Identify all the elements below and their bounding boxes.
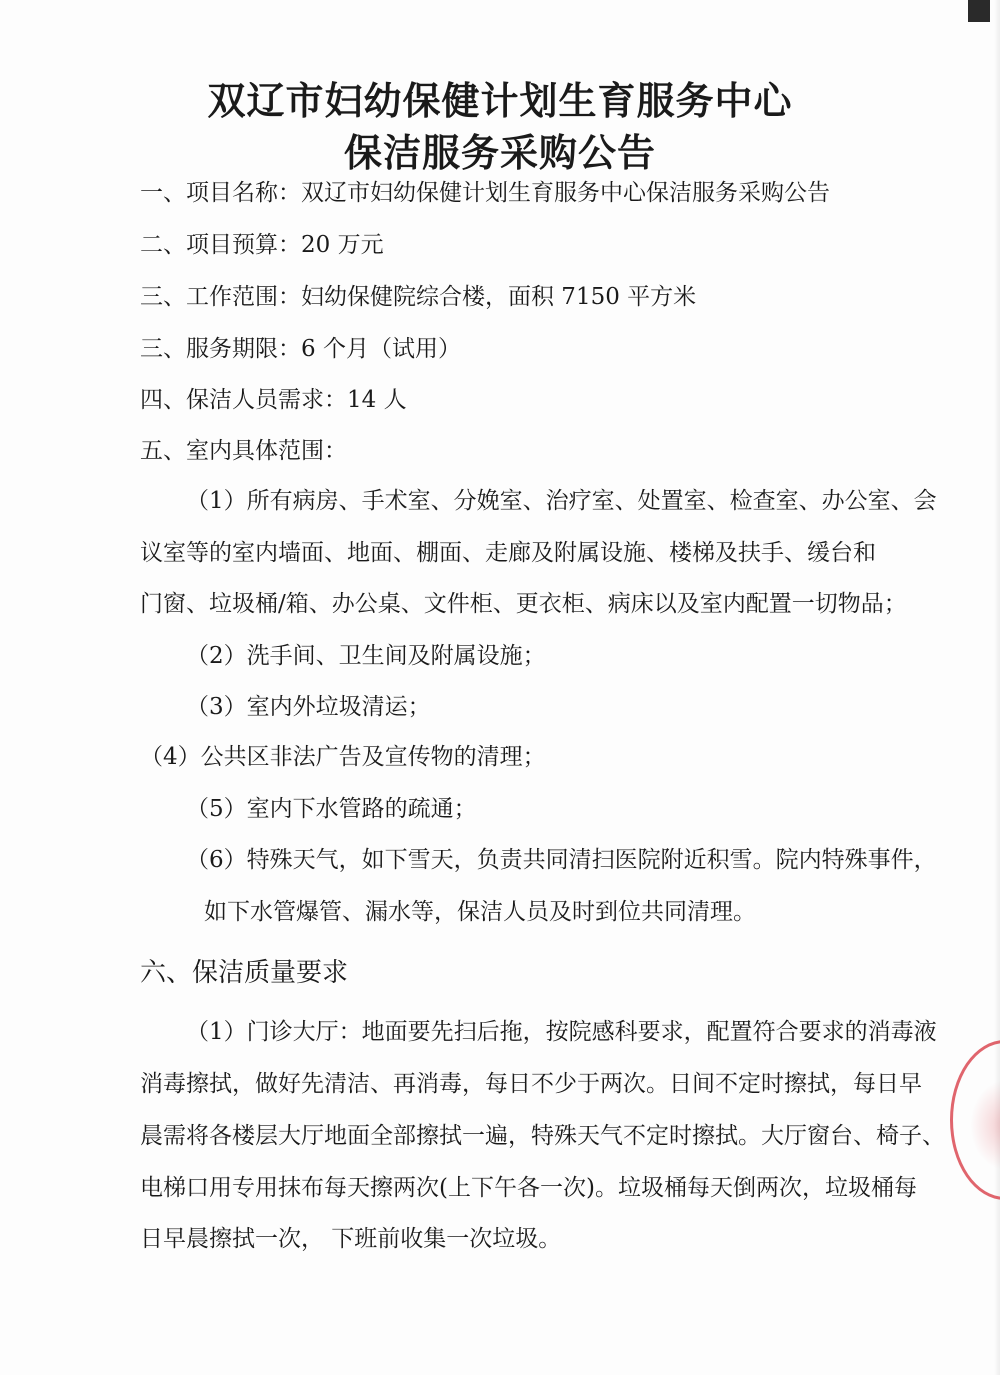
scope-item-4: （4）公共区非法广告及宣传物的清理；	[140, 744, 546, 770]
item-staff-requirement: 四、保洁人员需求：14 人	[140, 387, 407, 413]
item-work-scope: 三、工作范围：妇幼保健院综合楼，面积 7150 平方米	[140, 284, 697, 310]
quality-line-3: 晨需将各楼层大厅地面全部擦拭一遍，特殊天气不定时擦拭。大厅窗台、椅子、	[140, 1123, 945, 1149]
scope-item-6-line-1: （6）特殊天气，如下雪天，负责共同清扫医院附近积雪。院内特殊事件，	[186, 847, 937, 873]
document-title-line-2: 保洁服务采购公告	[343, 130, 656, 175]
quality-section-title: 六、保洁质量要求	[140, 958, 349, 988]
quality-line-4: 电梯口用专用抹布每天擦两次(上下午各一次)。垃圾桶每天倒两次，垃圾桶每	[140, 1175, 917, 1201]
scope-item-3: （3）室内外垃圾清运；	[186, 694, 431, 720]
item-project-budget: 二、项目预算：20 万元	[140, 232, 384, 258]
quality-line-5: 日早晨擦拭一次， 下班前收集一次垃圾。	[140, 1226, 562, 1252]
quality-line-1: （1）门诊大厅：地面要先扫后拖，按院感科要求，配置符合要求的消毒液	[186, 1019, 937, 1045]
scope-item-5: （5）室内下水管路的疏通；	[186, 796, 477, 822]
document-title-line-1: 双辽市妇幼保健计划生育服务中心	[207, 78, 793, 123]
scope-item-6-line-2: 如下水管爆管、漏水等，保洁人员及时到位共同清理。	[204, 899, 756, 925]
scope-item-1-line-2: 议室等的室内墙面、地面、棚面、走廊及附属设施、楼梯及扶手、缓台和	[140, 540, 876, 566]
scope-item-1-line-3: 门窗、垃圾桶/箱、办公桌、文件柜、更衣柜、病床以及室内配置一切物品；	[140, 591, 907, 617]
scope-item-1-line-1: （1）所有病房、手术室、分娩室、治疗室、处置室、检查室、办公室、会	[186, 488, 937, 514]
item-project-name: 一、项目名称：双辽市妇幼保健计划生育服务中心保洁服务采购公告	[140, 180, 830, 206]
item-service-period: 三、服务期限：6 个月（试用）	[140, 336, 461, 362]
item-indoor-scope-heading: 五、室内具体范围：	[140, 438, 347, 464]
quality-line-2: 消毒擦拭，做好先清洁、再消毒，每日不少于两次。日间不定时擦拭，每日早	[140, 1071, 922, 1097]
scope-item-2: （2）洗手间、卫生间及附属设施；	[186, 643, 546, 669]
scan-corner-mark	[968, 0, 990, 22]
